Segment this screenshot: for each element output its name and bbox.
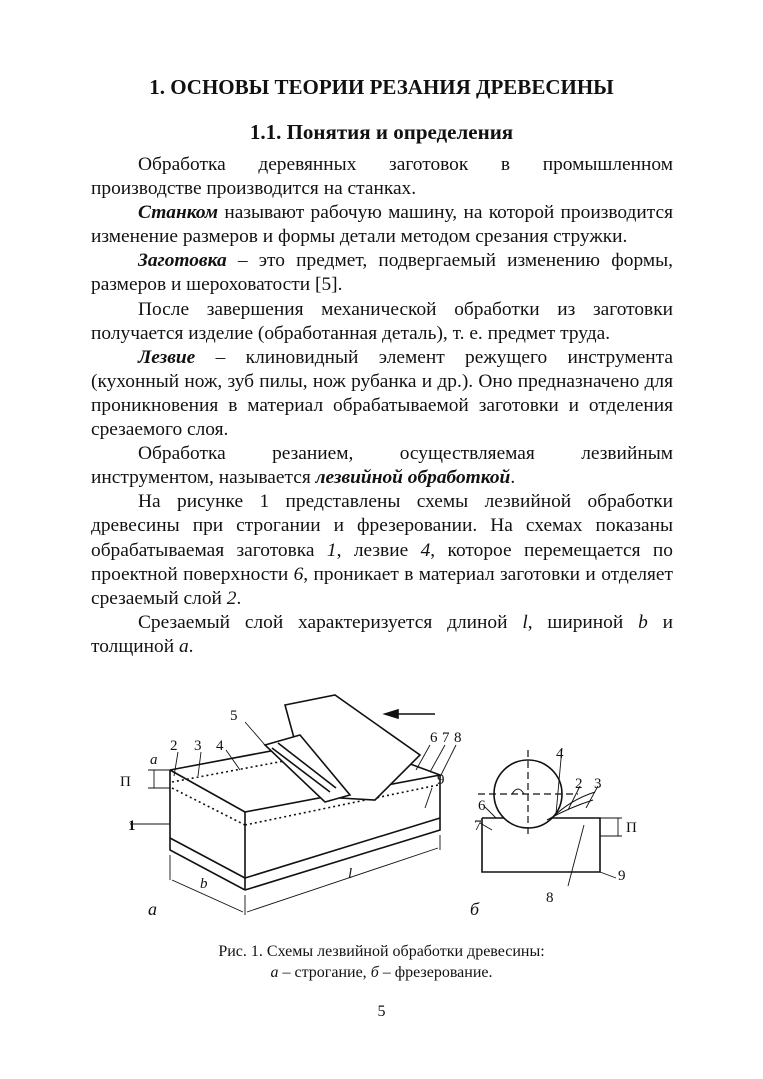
paragraph-6 <box>91 442 673 490</box>
label-r-4: 4 <box>556 746 564 762</box>
label-2: 2 <box>170 738 178 754</box>
label-r-6: 6 <box>478 798 486 814</box>
figure-1 <box>100 690 660 930</box>
label-l: l <box>348 866 353 882</box>
label-b: b <box>200 876 208 892</box>
paragraph-7 <box>91 490 673 610</box>
paragraph-2-text: называют рабочую машину, на которой производится изменение размеров и формы детали методом срезания стружки. <box>91 202 673 248</box>
feed-arrow <box>385 710 435 718</box>
paragraph-7-text-b: , лезвие <box>336 539 421 561</box>
paragraph-2 <box>91 201 673 249</box>
label-figure-a: а <box>148 899 157 919</box>
label-8: 8 <box>454 730 462 746</box>
paragraph-7-text-c: , которое перемещается по проектной поверхности <box>91 539 673 585</box>
paragraph-6-text: Обработка резанием, осуществляемая лезвийным инструментом, называется <box>91 443 673 489</box>
var-a: a <box>178 635 189 657</box>
caption-milling: – фрезерование. <box>378 964 493 981</box>
caption-b: б <box>370 964 379 981</box>
section-title: 1.1. Понятия и определения <box>249 120 514 144</box>
label-7: 7 <box>442 730 450 746</box>
ref-1: 1 <box>326 539 337 561</box>
label-6: 6 <box>430 730 438 746</box>
term-stanok: Станком <box>138 202 219 224</box>
term-zagotovka: Заготовка <box>138 250 227 272</box>
term-lezviynaya-obrabotka: лезвийной обработкой <box>315 467 511 489</box>
paragraph-7-text-e: . <box>236 587 242 609</box>
label-P-right: П <box>626 820 637 836</box>
label-r-9: 9 <box>618 868 626 884</box>
caption-planing: – строгание, <box>278 964 371 981</box>
label-9: 9 <box>437 772 445 788</box>
paragraph-3-text: – это предмет, подвергаемый изменению формы, размеров и шероховатости [5]. <box>91 250 673 296</box>
label-P-left: П <box>120 774 131 790</box>
caption-a: а <box>270 964 279 981</box>
paragraph-8-text-a: Срезаемый слой характеризуется длиной <box>138 611 523 633</box>
chapter-title: 1. ОСНОВЫ ТЕОРИИ РЕЗАНИЯ ДРЕВЕСИНЫ <box>149 75 614 99</box>
paragraph-3 <box>91 249 673 297</box>
label-5: 5 <box>230 708 238 724</box>
label-3: 3 <box>194 738 202 754</box>
label-r-7: 7 <box>474 818 482 834</box>
ref-4: 4 <box>420 539 431 561</box>
page-number: 5 <box>377 1003 386 1020</box>
var-b: b <box>638 611 648 633</box>
ref-6: 6 <box>293 563 304 585</box>
label-a: a <box>150 752 158 768</box>
body-text <box>91 153 673 659</box>
paragraph-8-text-b: , шириной <box>527 611 639 633</box>
paragraph-6-end: . <box>510 467 516 489</box>
paragraph-4: После завершения механической обработки из заготовки получается изделие (обработанная деталь), т. е. предмет труда. <box>91 298 673 344</box>
label-figure-b: б <box>470 899 480 919</box>
caption-line-2 <box>0 962 763 983</box>
paragraph-8-text-d: . <box>188 635 194 657</box>
paragraph-7-text-d: , проникает в материал заготовки и отделяет срезаемый слой <box>91 563 673 609</box>
var-l: l <box>522 611 528 633</box>
ref-2: 2 <box>226 587 237 609</box>
label-r-8: 8 <box>546 890 554 906</box>
label-4: 4 <box>216 738 224 754</box>
caption-line-1: Рис. 1. Схемы лезвийной обработки древесины: <box>218 943 545 960</box>
paragraph-5-text: – клиновидный элемент режущего инструмента (кухонный нож, зуб пилы, нож рубанка и др.). Оно предназначено для проникновения в материал обрабатываемой заготовки и отделения срезаемого слоя. <box>91 346 673 441</box>
paragraph-5 <box>91 346 673 442</box>
label-r-3: 3 <box>594 776 602 792</box>
paragraph-8 <box>91 611 673 659</box>
label-1: 1 <box>128 818 136 834</box>
paragraph-8-text-c: и толщиной <box>91 611 673 657</box>
figure-caption <box>0 941 763 983</box>
term-lezvie: Лезвие <box>138 346 196 368</box>
label-r-2: 2 <box>575 776 583 792</box>
paragraph-1: Обработка деревянных заготовок в промышленном производстве производится на станках. <box>91 154 673 200</box>
paragraph-7-text-a: На рисунке 1 представлены схемы лезвийной обработки древесины при строгании и фрезеровании. На схемах показаны обрабатываемая заготовка <box>91 491 673 561</box>
